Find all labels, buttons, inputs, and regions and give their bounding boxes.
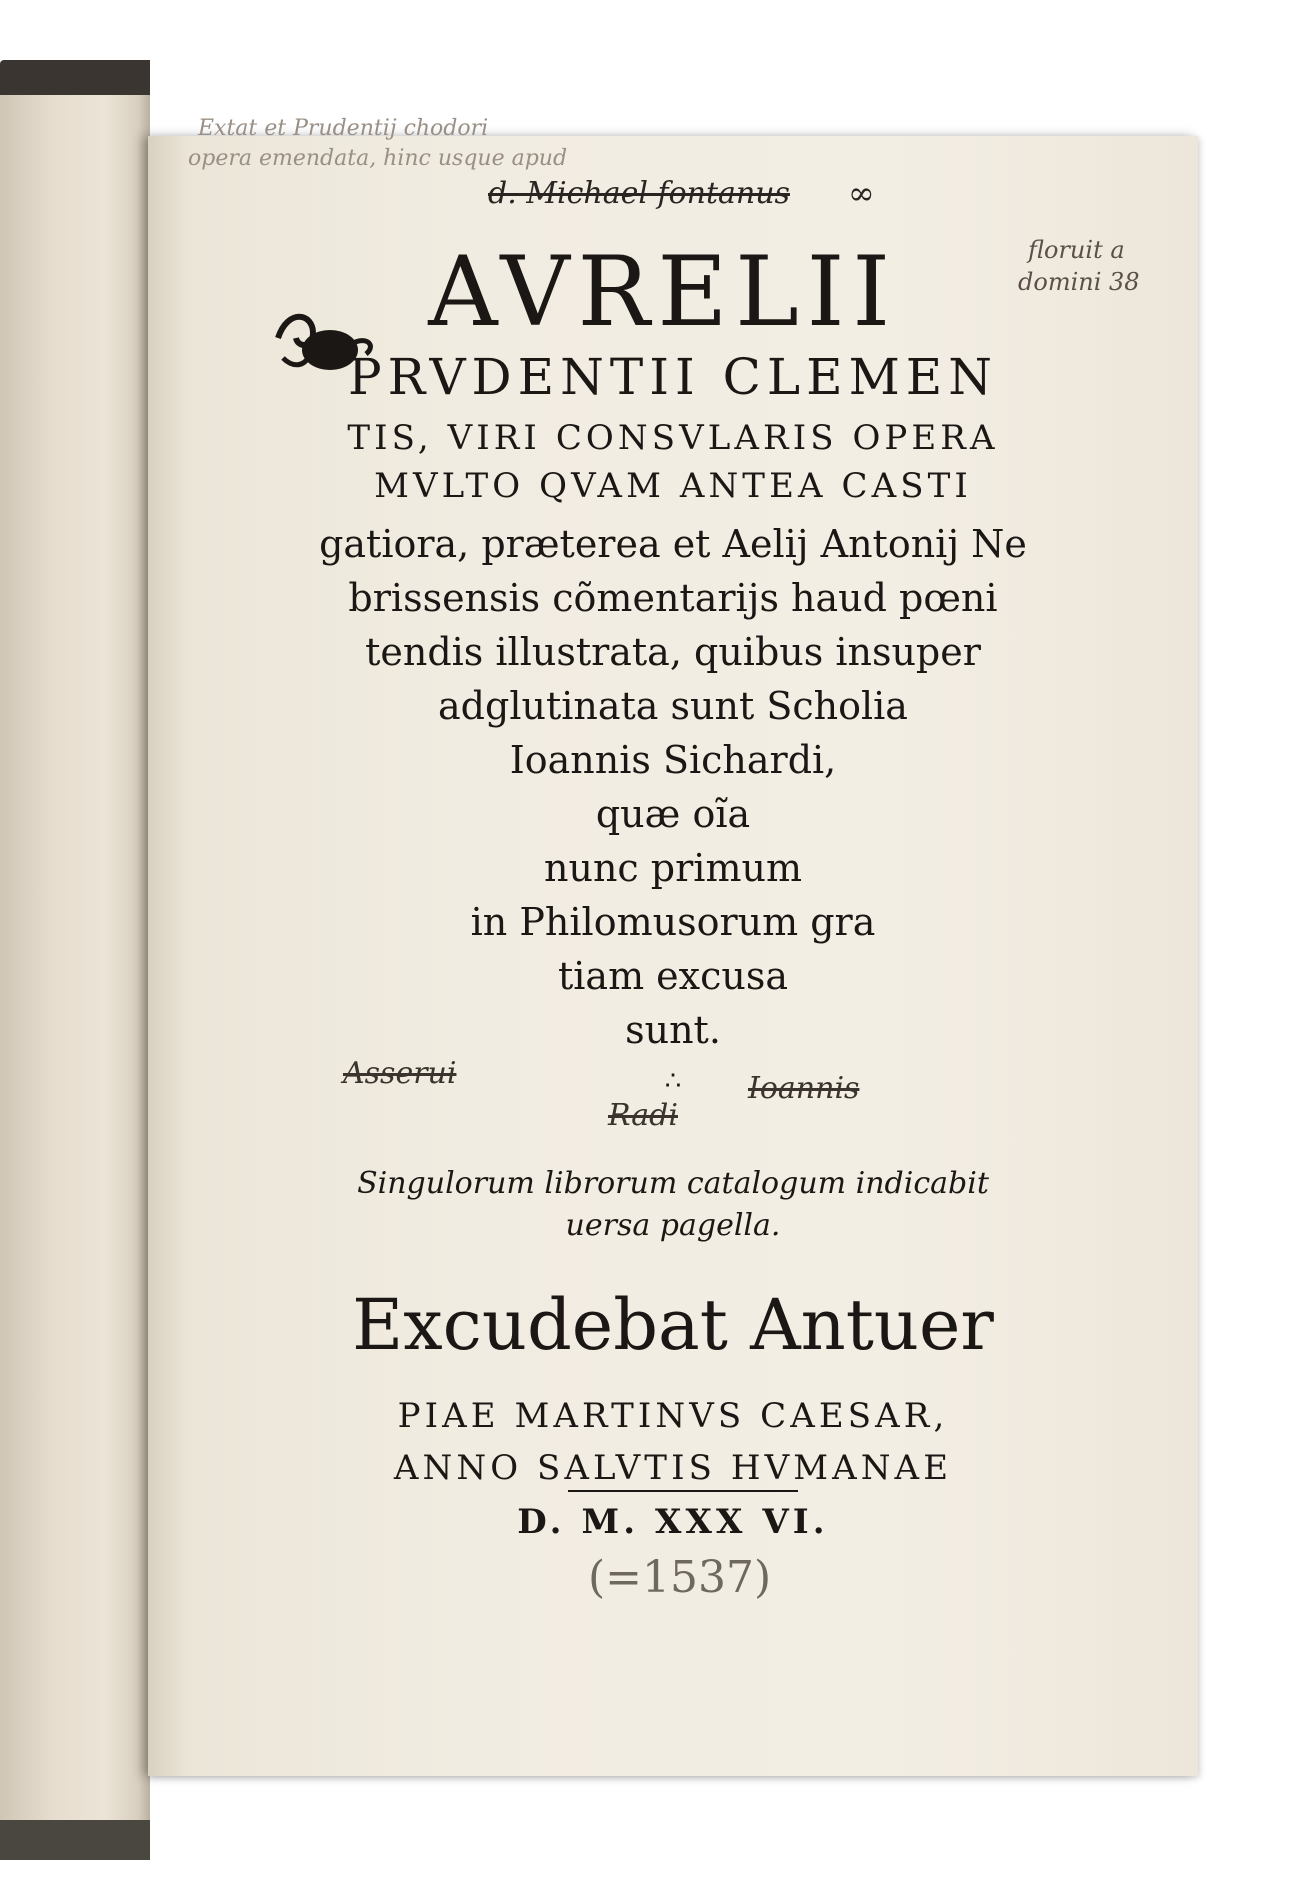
ornament-mark: ∞ bbox=[848, 174, 875, 212]
imprint-date: D. M. XXX VI. bbox=[517, 1502, 829, 1542]
catalog-line-1: Singulorum librorum catalogum indicabit bbox=[357, 1166, 989, 1201]
imprint-line-2: PIAE MARTINVS CAESAR, bbox=[397, 1396, 949, 1436]
handwritten-name-right: Ioannis bbox=[748, 1071, 860, 1106]
title-line-3: TIS, VIRI CONSVLARIS OPERA bbox=[347, 418, 999, 458]
title-line-4: MVLTO QVAM ANTEA CASTI bbox=[374, 466, 972, 506]
imprint-rule bbox=[568, 1490, 798, 1492]
title-line-9: Ioannis Sichardi, bbox=[509, 738, 837, 782]
handwritten-name-middle: Radi bbox=[608, 1098, 678, 1133]
imprint-line-1: Excudebat Antuer bbox=[352, 1284, 994, 1366]
handwritten-name-left: Asserui bbox=[343, 1056, 457, 1091]
title-line-14: sunt. bbox=[625, 1008, 721, 1052]
title-line-13: tiam excusa bbox=[557, 954, 789, 998]
title-page bbox=[148, 116, 1198, 1776]
pencil-date-note: (=1537) bbox=[588, 1552, 772, 1603]
handwritten-note-top-1: Extat et Prudentij chodori bbox=[198, 116, 489, 141]
left-leaf bbox=[0, 95, 150, 1820]
title-main: AVRELII bbox=[428, 236, 898, 348]
fleuron-dots: ∴ bbox=[664, 1066, 682, 1096]
title-line-5: gatiora, præterea et Aelij Antonij Ne bbox=[319, 522, 1027, 566]
binding-foot bbox=[0, 1820, 150, 1860]
handwritten-note-top-2: opera emendata, hinc usque apud bbox=[188, 146, 568, 171]
title-line-2: PRVDENTII CLEMEN bbox=[347, 348, 999, 406]
margin-note-line-2: domini 38 bbox=[1018, 268, 1140, 296]
title-line-6: brissensis cõmentarijs haud pœni bbox=[348, 576, 998, 620]
catalog-line-2: uersa pagella. bbox=[565, 1208, 781, 1243]
imprint-line-3: ANNO SALVTIS HVMANAE bbox=[393, 1448, 953, 1488]
margin-note-line-1: floruit a bbox=[1028, 236, 1125, 264]
title-line-11: nunc primum bbox=[544, 846, 802, 890]
title-line-7: tendis illustrata, quibus insuper bbox=[365, 630, 981, 674]
title-line-12: in Philomusorum gra bbox=[470, 900, 876, 944]
title-line-8: adglutinata sunt Scholia bbox=[438, 684, 908, 728]
title-line-10: quæ oĩa bbox=[595, 792, 751, 836]
struck-owner-inscription: d. Michael fontanus bbox=[488, 176, 790, 211]
